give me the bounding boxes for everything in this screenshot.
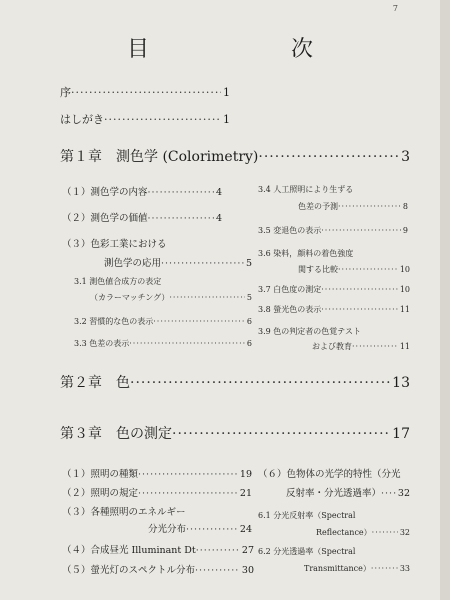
toc-entry-label: （１）測色学の内容 [62, 187, 148, 198]
leader-dots [186, 524, 238, 535]
chapter-page: 17 [392, 426, 410, 442]
page-title: 目 次 [126, 37, 373, 62]
toc-entry [62, 210, 222, 224]
toc-entry [298, 201, 408, 212]
chapter-page: 13 [392, 375, 410, 391]
toc-entry-page: 24 [239, 524, 252, 535]
toc-entry [298, 264, 410, 275]
toc-entry-page: 4 [215, 213, 222, 224]
toc-entry-page: 5 [246, 293, 252, 302]
leader-dots [71, 86, 221, 99]
toc-entry-page: 33 [399, 564, 410, 573]
page-edge [440, 0, 450, 600]
leader-dots [104, 113, 221, 126]
leader-dots [372, 528, 398, 537]
toc-entry [258, 304, 410, 315]
leader-dots [138, 469, 238, 480]
toc-entry-label: 3.3 色差の表示 [74, 339, 130, 348]
page-number: 7 [392, 4, 398, 13]
chapter-heading [60, 146, 410, 166]
toc-entry-label: 3.9 色の判定者の色覚テスト [258, 327, 361, 336]
toc-entry-label: （２）照明の規定 [62, 488, 139, 499]
leader-dots [153, 317, 245, 326]
toc-entry-label: 測色学の応用 [104, 258, 162, 269]
toc-entry [62, 562, 254, 576]
leader-dots [338, 265, 398, 274]
toc-entry [258, 284, 410, 295]
toc-entry-label: 3.6 染料，顔料の着色強度 [258, 249, 354, 258]
toc-entry-label: 3.5 変退色の表示 [258, 226, 322, 235]
toc-entry-label: 分光分布 [148, 524, 187, 535]
toc-entry-page: 27 [241, 545, 254, 556]
leader-dots [129, 339, 245, 348]
toc-entry [312, 341, 410, 352]
toc-entry-label: （５）螢光灯のスペクトル分布 [62, 565, 196, 576]
toc-entry-label: 3.2 習慣的な色の表示 [74, 317, 154, 326]
toc-entry-page: 6 [246, 339, 252, 348]
toc-entry-label: 序 [60, 86, 71, 99]
chapter-label: 第３章 色の測定 [60, 426, 172, 442]
toc-entry-page: 11 [399, 342, 410, 351]
toc-entry-label: （カラーマッチング） [90, 293, 170, 302]
leader-dots [338, 202, 401, 211]
toc-entry-label: はしがき [60, 113, 104, 126]
toc-entry-label: （１）照明の種類 [62, 469, 139, 480]
toc-entry-label: （４）合成昼光 Illuminant Dt [62, 545, 196, 556]
chapter-page: 3 [401, 149, 410, 165]
toc-entry-page: 8 [402, 202, 408, 211]
toc-entry-page: 10 [399, 265, 410, 274]
leader-dots [138, 488, 238, 499]
leader-dots [130, 375, 390, 391]
leader-dots [169, 293, 245, 302]
toc-entry-page: 32 [399, 528, 410, 537]
toc-entry-page: 6 [246, 317, 252, 326]
toc-entry-label: 関する比較 [298, 265, 338, 274]
toc-entry [60, 84, 230, 100]
toc-entry-label: 色差の予測 [298, 202, 338, 211]
toc-entry-label: 3.7 白色度の測定 [258, 285, 322, 294]
leader-dots [381, 488, 396, 499]
toc-entry-label: （３）各種照明のエネルギー [62, 507, 186, 518]
leader-dots [321, 305, 398, 314]
toc-entry [62, 485, 252, 499]
toc-entry [258, 225, 408, 236]
toc-entry [74, 316, 252, 327]
toc-entry [62, 466, 252, 480]
toc-entry-label: 反射率・分光透過率） [286, 488, 382, 499]
toc-entry-label: 3.8 螢光色の表示 [258, 305, 322, 314]
toc-entry-page: 4 [215, 187, 222, 198]
toc-entry-page: 11 [399, 305, 410, 314]
leader-dots [161, 258, 244, 269]
chapter-heading [60, 423, 410, 443]
toc-entry [104, 255, 252, 269]
leader-dots [321, 285, 398, 294]
toc-entry [316, 527, 410, 538]
toc-entry-page: 5 [245, 258, 252, 269]
toc-entry-page: 1 [223, 86, 230, 99]
toc-entry-label: 3.4 人工照明により生ずる [258, 185, 354, 194]
toc-entry [90, 292, 252, 303]
toc-entry-label: Transmittance） [304, 564, 371, 573]
leader-dots [195, 565, 240, 576]
toc-entry-page: 32 [397, 488, 410, 499]
toc-entry-label: Reflectance） [316, 528, 372, 537]
leader-dots [148, 187, 214, 198]
toc-entry [148, 521, 252, 535]
toc-entry [60, 111, 230, 127]
leader-dots [258, 149, 399, 165]
leader-dots [321, 226, 401, 235]
toc-entry-page: 1 [223, 113, 230, 126]
toc-entry-label: （６）色物体の光学的特性（分光 [258, 469, 401, 480]
chapter-label: 第２章 色 [60, 375, 130, 391]
toc-entry [62, 542, 254, 556]
toc-entry [62, 184, 222, 198]
toc-entry [286, 485, 410, 499]
toc-entry [304, 563, 410, 574]
leader-dots [148, 213, 214, 224]
toc-entry-page: 10 [399, 285, 410, 294]
chapter-heading [60, 372, 410, 392]
leader-dots [172, 426, 390, 442]
toc-entry-page: 19 [239, 469, 252, 480]
toc-entry-page: 30 [241, 565, 254, 576]
toc-entry-page: 21 [239, 488, 252, 499]
leader-dots [196, 545, 240, 556]
chapter-label: 第１章 測色学 (Colorimetry) [60, 149, 259, 165]
toc-entry-label: 3.1 測色値合成方の表定 [74, 277, 162, 286]
toc-entry-label: 6.2 分光透過率（Spectral [258, 547, 356, 556]
toc-entry-label: 6.1 分光反射率（Spectral [258, 511, 356, 520]
toc-entry [74, 338, 252, 349]
toc-entry-label: （２）測色学の価値 [62, 213, 148, 224]
leader-dots [371, 564, 398, 573]
toc-entry-page: 9 [402, 226, 408, 235]
toc-entry-label: （３）色彩工業における [62, 239, 167, 250]
leader-dots [352, 342, 398, 351]
toc-entry-label: および教育 [312, 342, 352, 351]
